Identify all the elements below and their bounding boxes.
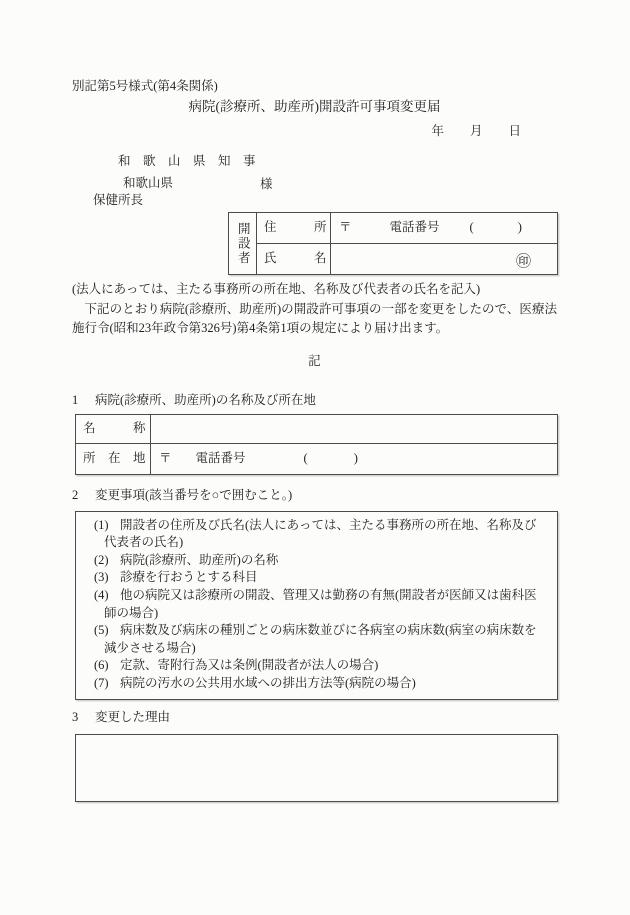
change-item-7 bbox=[84, 675, 549, 693]
section1-title: 病院(診療所、助産所)の名称及び所在地 bbox=[95, 392, 316, 407]
change-item-4 bbox=[84, 587, 549, 622]
applicant-name-field[interactable] bbox=[331, 244, 557, 274]
phone-number-label: 電話番号 bbox=[195, 450, 246, 465]
facility-name-label: 名 称 bbox=[76, 415, 151, 444]
section1-number: 1 bbox=[72, 392, 79, 407]
section3-title: 変更した理由 bbox=[95, 709, 171, 724]
change-item-2 bbox=[84, 552, 549, 570]
applicant-name-label: 氏 名 bbox=[257, 244, 331, 274]
paren-close: ) bbox=[353, 450, 358, 465]
form-number: 別記第5号様式(第4条関係) bbox=[72, 79, 218, 93]
postal-mark: 〒 bbox=[339, 220, 352, 235]
item-number: (4) bbox=[94, 587, 109, 602]
honorific-label: 様 bbox=[260, 177, 273, 191]
facility-location-field[interactable] bbox=[151, 444, 557, 474]
date-line bbox=[72, 123, 557, 140]
item-number: (3) bbox=[94, 570, 109, 585]
change-item-5 bbox=[84, 622, 549, 657]
addressee-governor: 和 歌 山 県 知 事 bbox=[118, 154, 256, 168]
item-text: 病院の汚水の公共用水域への排出方法等(病院の場合) bbox=[120, 675, 416, 690]
item-number: (2) bbox=[94, 552, 109, 567]
item-number: (1) bbox=[94, 517, 109, 532]
section3-heading bbox=[72, 709, 557, 728]
change-items-box bbox=[75, 511, 558, 700]
change-item-6 bbox=[84, 657, 549, 675]
change-item-3 bbox=[84, 569, 549, 587]
item-text: 病院(診療所、助産所)の名称 bbox=[120, 552, 279, 567]
preamble-body: 下記のとおり病院(診療所、助産所)の開設許可事項の一部を変更をしたので、医療法施行令(昭和23年政令第326号)第4条第1項の規定により届け出ます。 bbox=[72, 302, 557, 335]
applicant-address-label: 住 所 bbox=[257, 213, 331, 244]
section2-heading bbox=[72, 487, 557, 506]
applicant-table bbox=[228, 212, 558, 275]
section2-title: 変更事項(該当番号を○で囲むこと。) bbox=[95, 487, 293, 502]
item-text: 診療を行おうとする科目 bbox=[120, 570, 258, 585]
date-year-label: 年 bbox=[431, 124, 444, 138]
applicant-address-field[interactable] bbox=[331, 213, 557, 244]
item-text: 定款、寄附行為又は条例(開設者が法人の場合) bbox=[120, 658, 379, 673]
item-number: (6) bbox=[94, 658, 109, 673]
section2-number: 2 bbox=[72, 487, 79, 502]
addressee-block bbox=[72, 153, 557, 209]
paren-open: ( bbox=[469, 220, 474, 235]
addressee-health-center-director: 保健所長 bbox=[93, 193, 144, 207]
item-text: 他の病院又は診療所の開設、管理又は勤務の有無(開設者が医師又は歯科医師の場合) bbox=[104, 587, 537, 620]
record-mark: 記 bbox=[308, 353, 321, 368]
item-number: (7) bbox=[94, 675, 109, 690]
paren-close: ) bbox=[517, 220, 522, 235]
facility-table bbox=[75, 414, 558, 475]
corporate-note: (法人にあっては、主たる事務所の所在地、名称及び代表者の氏名を記入) bbox=[72, 282, 481, 296]
applicant-group-label: 開設者 bbox=[229, 213, 257, 274]
section3-number: 3 bbox=[72, 709, 79, 724]
change-item-1 bbox=[84, 517, 549, 552]
item-number: (5) bbox=[94, 623, 109, 638]
change-items-list bbox=[84, 517, 549, 693]
item-text: 開設者の住所及び氏名(法人にあっては、主たる事務所の所在地、名称及び代表者の氏名) bbox=[104, 517, 537, 550]
postal-mark: 〒 bbox=[159, 450, 172, 465]
facility-name-field[interactable] bbox=[151, 415, 557, 444]
section1-heading bbox=[72, 392, 557, 411]
paren-open: ( bbox=[303, 450, 308, 465]
seal-mark-icon: ㊞ bbox=[515, 254, 531, 270]
date-month-label: 月 bbox=[469, 124, 483, 138]
date-day-label: 日 bbox=[508, 124, 521, 138]
phone-number-label: 電話番号 bbox=[389, 220, 440, 235]
form-title: 病院(診療所、助産所)開設許可事項変更届 bbox=[188, 99, 441, 114]
item-text: 病床数及び病床の種別ごとの病床数並びに各病室の病床数(病室の病床数を減少させる場合) bbox=[104, 623, 537, 655]
facility-location-label: 所 在 地 bbox=[76, 444, 151, 474]
addressee-prefecture: 和歌山県 bbox=[123, 176, 174, 190]
change-reason-field[interactable] bbox=[75, 734, 558, 802]
